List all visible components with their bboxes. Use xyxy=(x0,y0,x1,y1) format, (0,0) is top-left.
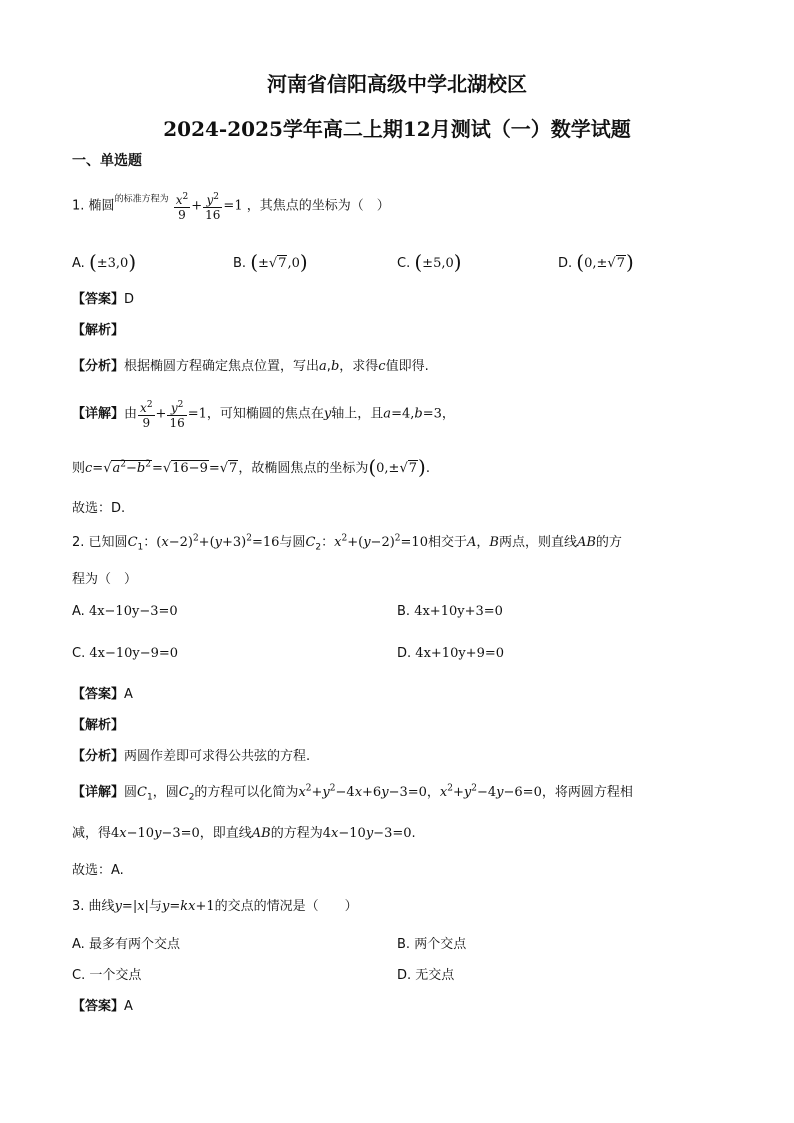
q3-option-d[interactable]: D. 无交点 xyxy=(397,968,455,983)
q1-choose: 故选：D. xyxy=(72,501,126,516)
q3-number: 3. xyxy=(72,899,85,914)
q2-option-c[interactable]: C. 4x−10y−9=0 xyxy=(72,646,179,661)
q1-option-d[interactable]: D. (0,±√7) xyxy=(558,250,634,274)
q1-option-b[interactable]: B. (±√7,0) xyxy=(233,250,308,274)
q3-stem: 3. 曲线y=|x|与y=kx+1的交点的情况是（ ） xyxy=(72,899,358,914)
title-exam: 2024-2025学年高二上期12月测试（一）数学试题 xyxy=(163,117,631,141)
q1-answer: 【答案】D xyxy=(72,292,135,307)
q1-frac-x: $\frac{x^2}{9}$ xyxy=(175,192,189,222)
q1-analysis-label: 【解析】 xyxy=(72,323,125,338)
q1-option-a[interactable]: A. (±3,0) xyxy=(72,250,137,274)
q1-stem: 1. 椭圆$^{的标准方程为}$ $\frac{x^2}{9}$ + $\frac{y^2}{16}$ =1 ，其焦点的坐标为（ ） xyxy=(72,192,390,222)
q2-analysis-label: 【解析】 xyxy=(72,718,125,733)
q2-detail-line2: 减，得4x−10y−3=0，即直线AB的方程为4x−10y−3=0. xyxy=(72,826,416,841)
q2-fenxi: 【分析】两圆作差即可求得公共弦的方程. xyxy=(72,749,311,764)
q2-choose: 故选：A. xyxy=(72,863,124,878)
q3-option-a[interactable]: A. 最多有两个交点 xyxy=(72,937,180,952)
q2-option-b[interactable]: B. 4x+10y+3=0 xyxy=(397,604,503,619)
q2-option-a[interactable]: A. 4x−10y−3=0 xyxy=(72,604,178,619)
q1-fenxi: 【分析】根据椭圆方程确定焦点位置，写出a,b，求得c值即得. xyxy=(72,359,429,374)
q2-number: 2. xyxy=(72,535,85,550)
q3-option-b[interactable]: B. 两个交点 xyxy=(397,937,467,952)
q3-answer: 【答案】A xyxy=(72,999,133,1014)
q1-number: 1. xyxy=(72,198,85,214)
title-school: 河南省信阳高级中学北湖校区 xyxy=(267,72,527,96)
q3-option-c[interactable]: C. 一个交点 xyxy=(72,968,142,983)
q2-option-d[interactable]: D. 4x+10y+9=0 xyxy=(397,646,505,661)
q1-then: 则$c=√a^2-b^2=√16-9=√7$，故椭圆焦点的坐标为(0,±√7). xyxy=(72,455,430,479)
q2-answer: 【答案】A xyxy=(72,687,133,702)
q1-detail: 【详解】由 $\frac{x^2}{9}$ + $\frac{y^2}{16}$ =1，可知椭圆的焦点在y轴上，且a=4,b=3， xyxy=(72,400,455,430)
q2-stem-line2: 程为（ ） xyxy=(72,572,138,587)
q2-detail-line1: 【详解】圆$C_1$，圆$C_2$的方程可以化简为$x^2+y^2-4x+6y-3=0$，$x^2+y^2-4y-6=0$，将两圆方程相 xyxy=(72,783,633,803)
section-heading: 一、单选题 xyxy=(72,153,142,169)
q1-option-c[interactable]: C. (±5,0) xyxy=(397,250,462,274)
q1-frac-y: $\frac{y^2}{16}$ xyxy=(205,192,221,222)
q2-stem-line1: 2. 已知圆$C_1$：$(x-2)^2+(y+3)^2=16$与圆$C_2$：$x^2+(y-2)^2=10$相交于A，B两点，则直线AB的方 xyxy=(72,533,622,553)
